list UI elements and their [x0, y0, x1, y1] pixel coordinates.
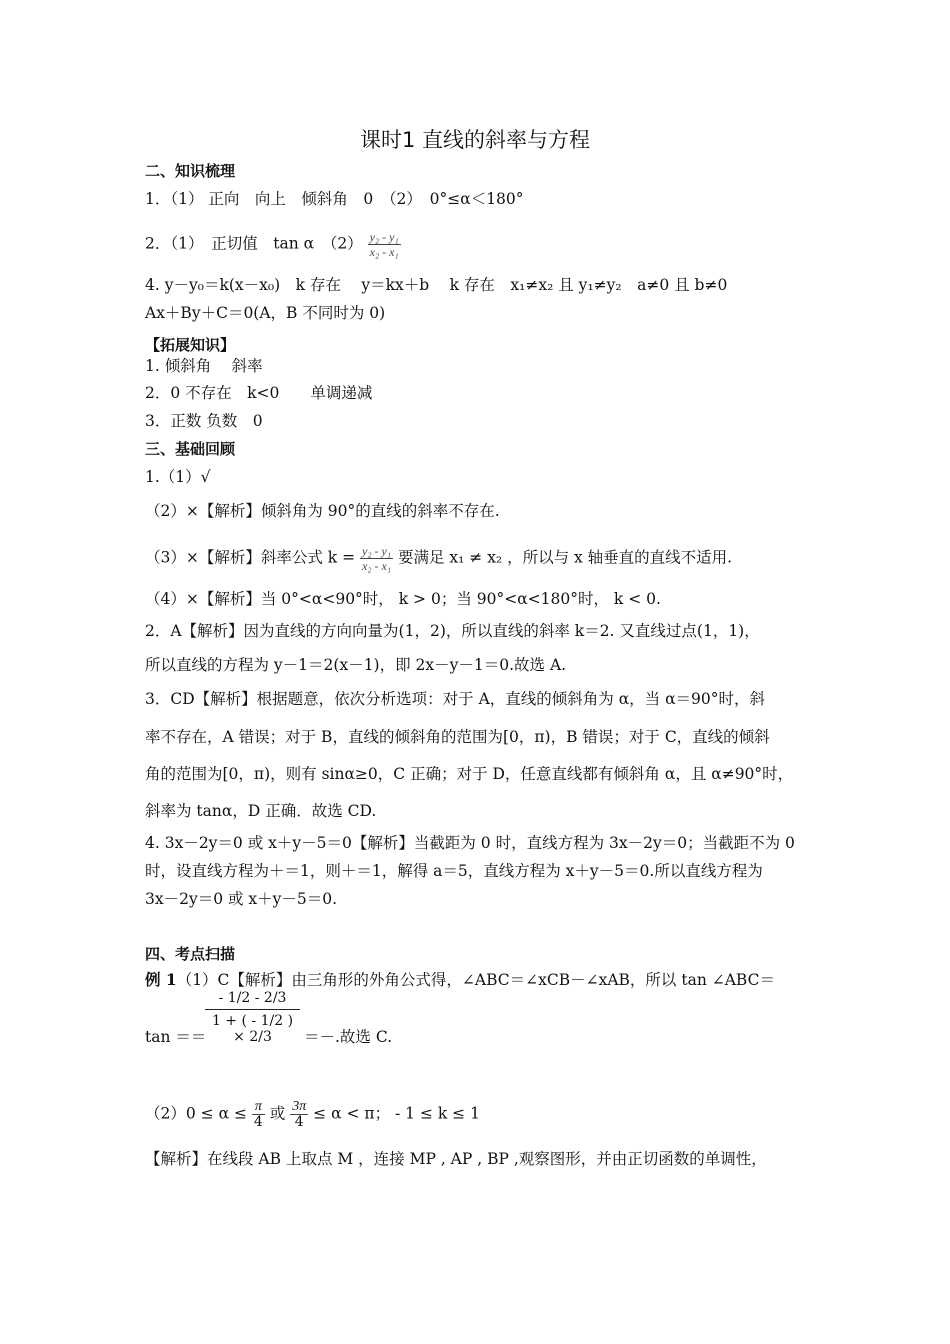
- example-1-line-1: [145, 969, 775, 991]
- review-q3-line-d: 斜率为 tanα，D 正确．故选 CD.: [145, 802, 377, 820]
- pi-over-4-fraction: [252, 1100, 265, 1129]
- section-heading-extension: 【拓展知识】: [145, 336, 236, 354]
- example-1-analysis: 【解析】在线段 AB 上取点 M ，连接 MP , AP , BP ,观察图形，并由正切函数的单调性，: [145, 1150, 767, 1168]
- review-q3-line-a: 3．CD【解析】根据题意，依次分析选项：对于 A，直线的倾斜角为 α，当 α＝90°时，斜: [145, 690, 766, 708]
- slope-formula-denominator: x₂ - x₁: [362, 559, 392, 573]
- knowledge-line-2-text: 2．（1） 正切值 tan α （2）: [145, 234, 363, 253]
- range-text-b: ≤ α < π； - 1 ≤ k ≤ 1: [313, 1104, 480, 1123]
- slope-fraction-numerator: y₂ - y₁: [369, 230, 399, 244]
- review-q1-3-text-a: （3）×【解析】斜率公式 k =: [145, 548, 356, 567]
- section-heading-knowledge: 二、知识梳理: [145, 162, 236, 180]
- tan-fraction-denominator: 1 + ( - 1/2 ) × 2/3: [211, 1013, 294, 1045]
- slope-formula-numerator: y₂ - y₁: [362, 544, 392, 558]
- review-q2-line-a: 2．A【解析】因为直线的方向向量为(1，2)，所以直线的斜率 k＝2. 又直线过点(1，1)，: [145, 622, 760, 640]
- example-1-text: （1）C【解析】由三角形的外角公式得，∠ABC＝∠xCB－∠xAB，所以 tan ∠ABC＝: [176, 971, 775, 989]
- review-q1-4: （4）×【解析】当 0°<α<90°时， k > 0；当 90°<α<180°时， k < 0.: [145, 590, 661, 608]
- page-title: 课时1 直线的斜率与方程: [359, 128, 591, 152]
- three-pi-over-4-numerator: 3π: [292, 1099, 307, 1114]
- knowledge-line-1: 1．（1） 正向 向上 倾斜角 0 （2） 0°≤α＜180°: [145, 190, 524, 208]
- review-q1: 1.（1）√: [145, 468, 211, 486]
- three-pi-over-4-denominator: 4: [294, 1114, 304, 1130]
- knowledge-line-4: 4. y－y₀＝k(x－x₀) k 存在 y＝kx＋b k 存在 x₁≠x₂ 且 y₁≠y₂ a≠0 且 b≠0: [145, 276, 728, 294]
- knowledge-line-2: [145, 230, 401, 259]
- pi-over-4-numerator: π: [252, 1100, 265, 1115]
- tan-suffix: ＝－.故选 C.: [304, 1028, 393, 1046]
- example-1-label: 例 1: [145, 970, 177, 989]
- extension-line-3: 3．正数 负数 0: [145, 412, 263, 430]
- review-q1-3-text-b: 要满足 x₁ ≠ x₂ ，所以与 x 轴垂直的直线不适用.: [397, 548, 733, 567]
- review-q4-line-c: 3x－2y＝0 或 x＋y－5＝0.: [145, 890, 338, 908]
- slope-fraction-denominator: x₂ - x₁: [369, 245, 399, 259]
- knowledge-line-5: Ax＋By＋C＝0(A，B 不同时为 0): [145, 304, 386, 322]
- section-heading-scan: 四、考点扫描: [145, 945, 236, 963]
- review-q1-3: [145, 544, 732, 573]
- section-heading-review: 三、基础回顾: [145, 440, 236, 458]
- extension-line-2: 2．0 不存在 k<0 单调递减: [145, 384, 373, 402]
- or-word: 或: [269, 1104, 286, 1123]
- slope-formula-fraction: [360, 544, 393, 573]
- review-q2-line-b: 所以直线的方程为 y－1＝2(x－1)，即 2x－y－1＝0.故选 A.: [145, 656, 567, 674]
- pi-over-4-denominator: 4: [253, 1114, 263, 1130]
- review-q4-line-b: 时，设直线方程为＋＝1，则＋＝1，解得 a＝5，直线方程为 x＋y－5＝0.所以直线方程为: [145, 862, 763, 880]
- slope-fraction: [368, 230, 401, 259]
- review-q3-line-b: 率不存在，A 错误；对于 B，直线的倾斜角的范围为[0，π)，B 错误；对于 C，直线的倾斜: [145, 728, 770, 746]
- tan-fraction: [205, 990, 300, 1045]
- tan-prefix: tan ＝＝: [145, 1028, 207, 1046]
- tan-fraction-numerator: - 1/2 - 2/3: [205, 990, 300, 1010]
- review-q1-2: （2）×【解析】倾斜角为 90°的直线的斜率不存在.: [145, 502, 500, 520]
- example-1-part-2: [145, 1100, 480, 1129]
- review-q3-line-c: 角的范围为[0，π)，则有 sinα≥0，C 正确；对于 D，任意直线都有倾斜角 α，且 α≠90°时，: [145, 765, 794, 783]
- range-text-a: （2）0 ≤ α ≤: [145, 1104, 247, 1123]
- review-q4-line-a: 4. 3x－2y＝0 或 x＋y－5＝0【解析】当截距为 0 时，直线方程为 3x－2y＝0；当截距不为 0: [145, 834, 795, 852]
- three-pi-over-4-fraction: [290, 1100, 308, 1129]
- extension-line-1: 1. 倾斜角 斜率: [145, 357, 263, 375]
